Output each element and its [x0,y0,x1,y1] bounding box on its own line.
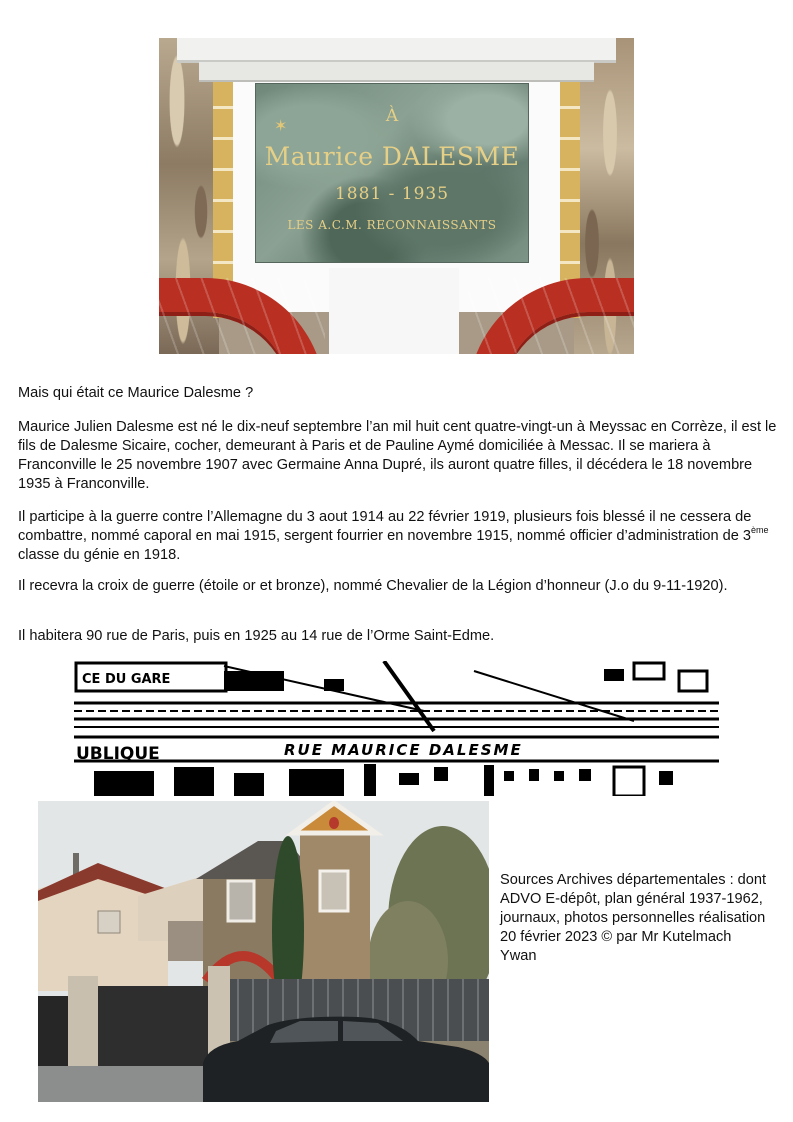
arch-joints-left [159,278,325,354]
building-block [174,767,214,796]
building-block [324,679,344,691]
map-label-republique: UBLIQUE [76,744,160,764]
house-photo [38,801,489,1102]
map-drawing [74,661,719,796]
map-label-gare: CE DU GARE [82,672,171,687]
building-block [554,771,564,781]
building-outline [679,671,707,691]
station-block-dark [224,671,284,691]
gate-pillar [68,976,98,1076]
neighbour-window [98,911,120,933]
war-text: Il participe à la guerre contre l’Allemagne du 3 aout 1914 au 22 février 1919, plusieurs fois blessé il ne cessera de combattre, nommé caporal en mai 1915, sergent fourrier en novembre 1915, nommé officier d’administration de 3 [18,509,752,544]
plaque-years: 1881 - 1935 [334,184,450,204]
plaque-name: Maurice DALESME [264,142,520,171]
street-map [74,661,719,796]
article-paragraph-residence: Il habitera 90 rue de Paris, puis en 1925 au 14 rue de l’Orme Saint-Edme. [18,628,495,644]
building-block [579,769,591,781]
article-question: Mais qui était ce Maurice Dalesme ? [18,385,254,401]
plaque-dedication: À [385,106,399,126]
building-block [94,771,154,796]
house-window [228,881,254,921]
building-block [504,771,514,781]
building-block [529,769,539,781]
cornice-lower [199,62,594,82]
gate [98,986,208,1066]
map-label-rue: RUE MAURICE DALESME [284,741,523,759]
plaque-association: LES A.C.M. RECONNAISSANTS [287,218,497,232]
article-paragraph-birth: Maurice Julien Dalesme est né le dix-neuf septembre l’an mil huit cent quatre-vingt-un à Meyssac en Corrèze, il est le fils de Dalesme Sicaire, cocher, demeurant à Paris et de Pauline Aymé domiciliée à Messac. Il se mariera à Franconville le 25 novembre 1907 avec Germaine Anna Dupré, ils auront quatre filles, il décédera le 18 novembre 1935 à Franconville. [18,419,777,492]
article-paragraph-honours: Il recevra la croix de guerre (étoile or et bronze), nommé Chevalier de la Légion d’honneur (J.o du 9-11-1920). [18,578,728,594]
building-block [604,669,624,681]
article-paragraph-war [18,508,778,565]
star-icon: ✶ [274,116,288,135]
sources-caption: Sources Archives départementales : dont ADVO E-dépôt, plan général 1937-1962, journaux, photos personnelles réalisation 20 février 2023 © par Mr Kutelmach Ywan [500,872,767,964]
building-block [659,771,673,785]
garage [168,921,208,961]
gable-ornament [329,817,339,829]
war-text-end: classe du génie en 1918. [18,547,181,563]
house-scene [38,801,489,1102]
building-outline [634,663,664,679]
tower-window [320,871,348,911]
arch-keystone [329,268,459,354]
building-block [399,773,419,785]
building-block [289,769,344,796]
building-block [234,773,264,796]
building-block [364,764,376,796]
fence-left [38,996,68,1066]
cornice [177,38,616,63]
building-block [484,765,494,796]
ordinal-suffix: ème [751,525,769,536]
building-outline [614,767,644,796]
arch-joints-right [468,278,634,354]
plaque-photo [159,38,634,354]
marble-plaque [255,83,529,263]
building-block [434,767,448,781]
